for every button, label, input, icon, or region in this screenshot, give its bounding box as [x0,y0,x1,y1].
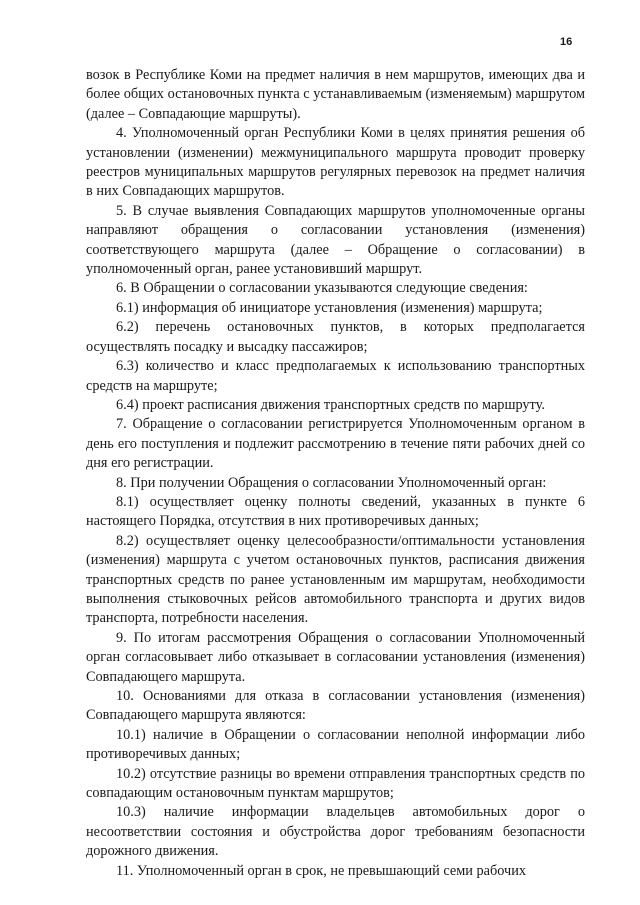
paragraph: 6.2) перечень остановочных пунктов, в которых предполагается осуществлять посадку и высадку пассажиров; [86,319,585,355]
paragraph: 10.1) наличие в Обращении о согласовании неполной информации либо противоречивых данных; [86,726,585,763]
paragraph: 10.2) отсутствие разницы во времени отправления транспортных средств по совпадающим остановочным пунктам маршрутов; [86,765,585,802]
page-number: 16 [560,36,573,48]
paragraph: возок в Республике Коми на предмет наличия в нем маршрутов, имеющих два и более общих остановочных пункта с устанавливаемым (изменяемым) маршрутом (далее – Совпадающие маршруты). [86,67,585,122]
paragraph: 4. Уполномоченный орган Республики Коми в целях принятия решения об установлении (изменении) межмуниципального маршрута проводит проверку реестров муниципальных маршрутов регулярных перевозок на предмет наличия в них Совпадающих маршрутов. [86,125,585,200]
paragraph: 9. По итогам рассмотрения Обращения о согласовании Уполномоченный орган согласовывает либо отказывает в согласовании установления (изменения) Совпадающего маршрута. [86,629,585,685]
paragraph: 10. Основаниями для отказа в согласовании установления (изменения) Совпадающего маршрута являются: [86,688,585,724]
paragraph: 6. В Обращении о согласовании указываются следующие сведения: [116,280,528,297]
paragraph: 11. Уполномоченный орган в срок, не превышающий семи рабочих [116,862,527,879]
document-body [86,66,585,881]
paragraph: 8.1) осуществляет оценку полноты сведений, указанных в пункте 6 настоящего Порядка, отсутствия в них противоречивых данных; [86,493,585,530]
paragraph: 8. При получении Обращения о согласовании Уполномоченный орган: [116,474,547,491]
paragraph: 10.3) наличие информации владельцев автомобильных дорог о несоответствии состояния и обустройства дорог требованиям безопасности дорожного движения. [86,804,585,860]
paragraph: 5. В случае выявления Совпадающих маршрутов уполномоченные органы направляют обращения о согласовании установления (изменения) соответствующего маршрута (далее – Обращение о согласовании) в уполномоченный орган, ранее установивший маршрут. [86,202,585,278]
paragraph: 6.1) информация об инициаторе установления (изменения) маршрута; [116,299,543,316]
paragraph: 7. Обращение о согласовании регистрируется Уполномоченным органом в день его поступления и подлежит рассмотрению в течение пяти рабочих дней со дня его регистрации. [86,416,585,472]
paragraph: 6.3) количество и класс предполагаемых к использованию транспортных средств на маршруте; [86,358,585,394]
paragraph: 6.4) проект расписания движения транспортных средств по маршруту. [116,396,545,413]
paragraph: 8.2) осуществляет оценку целесообразности/оптимальности установления (изменения) маршрута с учетом остановочных пунктов, расписания движения транспортных средств по ранее установленным им маршрутам, необходимости выполнения стыковочных рейсов автомобильного транспорта и других видов транспорта, потребности населения. [86,532,585,627]
